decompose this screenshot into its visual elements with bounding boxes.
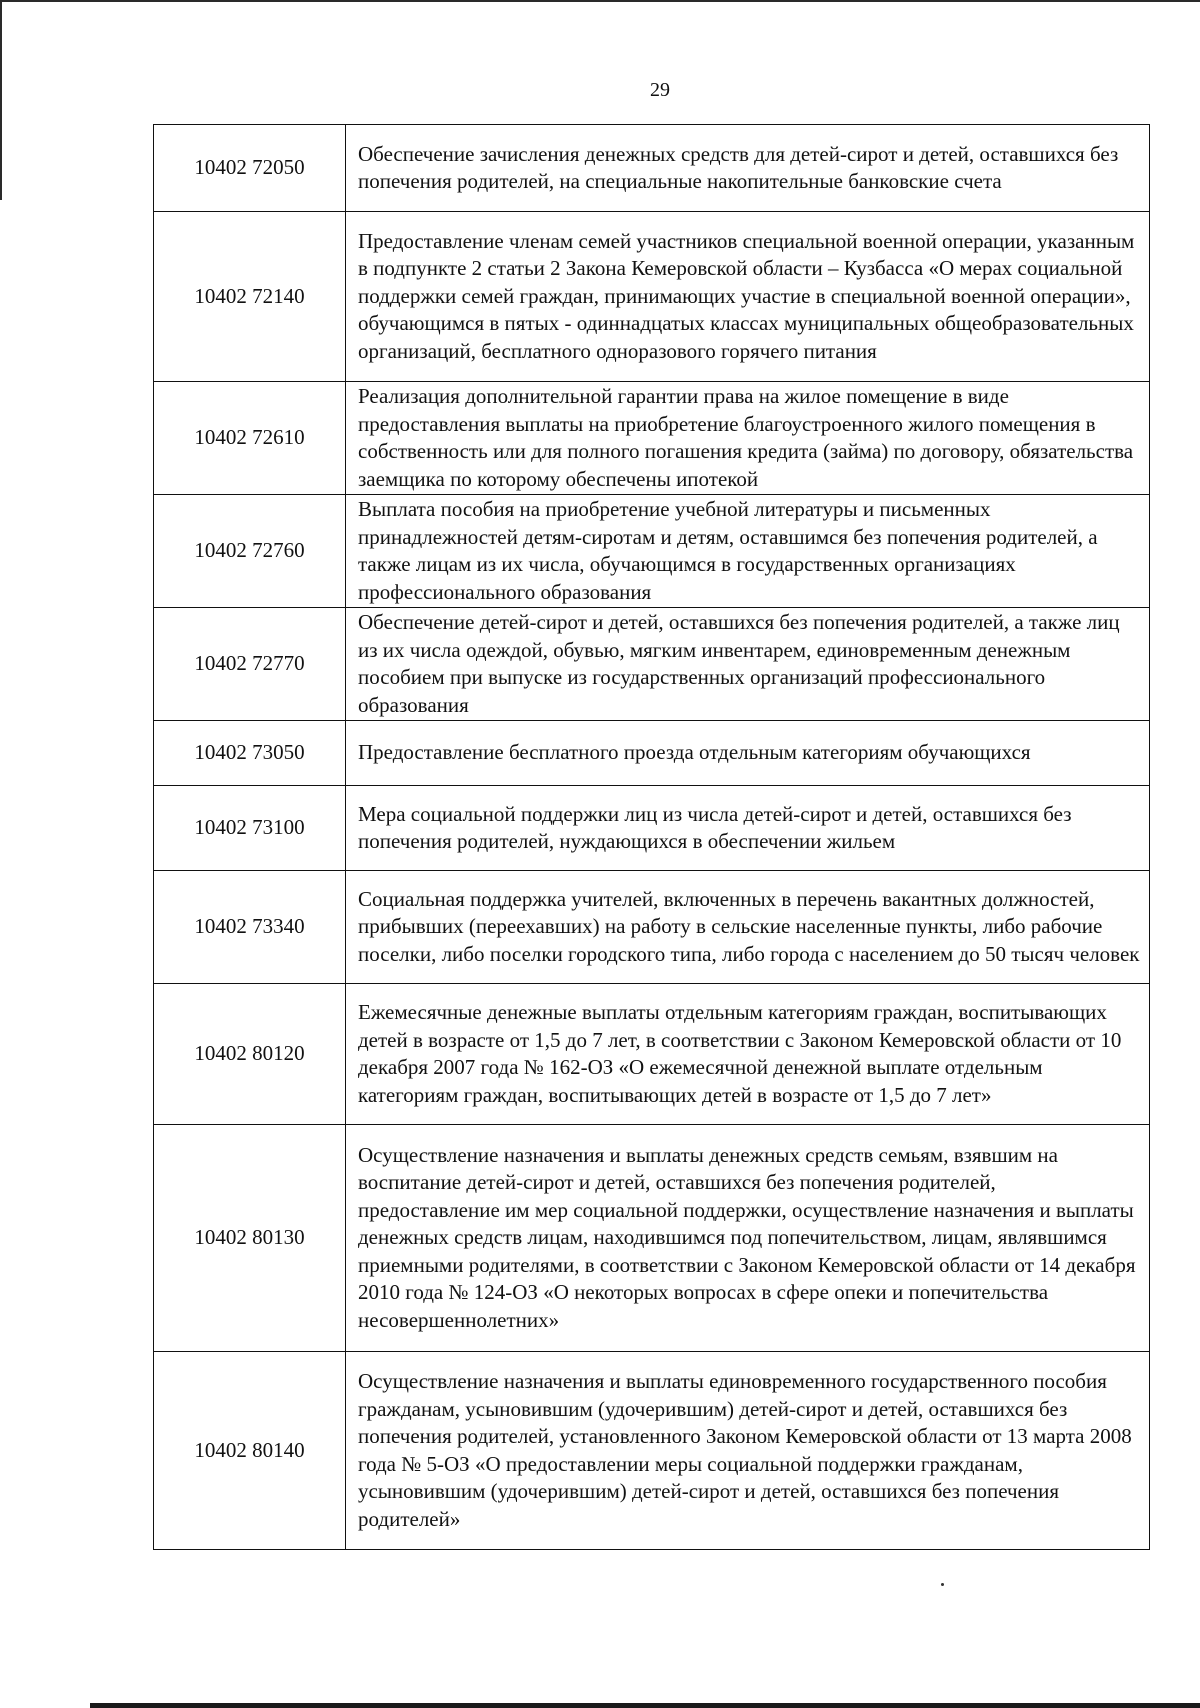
row-description: Обеспечение детей-сирот и детей, оставшихся без попечения родителей, а также лиц из их числа одеждой, обувью, мягким инвентарем, единовременным денежным пособием при выпуске из государственных организаций профессионального образования	[346, 608, 1150, 721]
table-row	[154, 125, 1150, 212]
row-code: 10402 80120	[154, 984, 346, 1125]
scan-edge-bottom	[90, 1703, 1200, 1708]
row-code: 10402 72610	[154, 382, 346, 495]
scan-speck	[941, 1583, 944, 1586]
row-code: 10402 80140	[154, 1352, 346, 1550]
row-code: 10402 72760	[154, 495, 346, 608]
table-row	[154, 786, 1150, 871]
row-description: Ежемесячные денежные выплаты отдельным категориям граждан, воспитывающих детей в возрасте от 1,5 до 7 лет, в соответствии с Законом Кемеровской области от 10 декабря 2007 года № 162-ОЗ «О ежемесячной денежной выплате отдельным категориям граждан, воспитывающих детей в возрасте от 1,5 до 7 лет»	[346, 984, 1150, 1125]
scan-edge-top	[0, 0, 1200, 2]
row-description: Выплата пособия на приобретение учебной литературы и письменных принадлежностей детям-сиротам и детям, оставшимся без попечения родителей, а также лицам из их числа, обучающимся в государственных организациях профессионального образования	[346, 495, 1150, 608]
table-row	[154, 984, 1150, 1125]
row-description: Социальная поддержка учителей, включенных в перечень вакантных должностей, прибывших (переехавших) на работу в сельские населенные пункты, либо рабочие поселки, либо поселки городского типа, либо города с населением до 50 тысяч человек	[346, 871, 1150, 984]
row-code: 10402 73050	[154, 721, 346, 786]
row-description: Мера социальной поддержки лиц из числа детей-сирот и детей, оставшихся без попечения родителей, нуждающихся в обеспечении жильем	[346, 786, 1150, 871]
row-description: Осуществление назначения и выплаты денежных средств семьям, взявшим на воспитание детей-сирот и детей, оставшихся без попечения родителей, предоставление им мер социальной поддержки, осуществление назначения и выплаты денежных средств лицам, находившимся под попечительством, лицам, являвшимся приемными родителями, в соответствии с Законом Кемеровской области от 14 декабря 2010 года № 124-ОЗ «О некоторых вопросах в сфере опеки и попечительства несовершеннолетних»	[346, 1125, 1150, 1352]
page-number: 29	[650, 79, 670, 101]
row-code: 10402 72050	[154, 125, 346, 212]
row-code: 10402 72140	[154, 212, 346, 382]
table-row	[154, 382, 1150, 495]
row-description: Предоставление бесплатного проезда отдельным категориям обучающихся	[346, 721, 1150, 786]
row-description: Предоставление членам семей участников специальной военной операции, указанным в подпункте 2 статьи 2 Закона Кемеровской области – Кузбасса «О мерах социальной поддержки семей граждан, принимающих участие в специальной военной операции», обучающимся в пятых - одиннадцатых классах муниципальных общеобразовательных организаций, бесплатного одноразового горячего питания	[346, 212, 1150, 382]
row-description: Реализация дополнительной гарантии права на жилое помещение в виде предоставления выплаты на приобретение благоустроенного жилого помещения в собственность или для полного погашения кредита (займа) по договору, обязательства заемщика по которому обеспечены ипотекой	[346, 382, 1150, 495]
row-code: 10402 73340	[154, 871, 346, 984]
row-code: 10402 80130	[154, 1125, 346, 1352]
table-row	[154, 495, 1150, 608]
row-code: 10402 72770	[154, 608, 346, 721]
table-row	[154, 721, 1150, 786]
table-row	[154, 1352, 1150, 1550]
table-row	[154, 871, 1150, 984]
row-code: 10402 73100	[154, 786, 346, 871]
row-description: Осуществление назначения и выплаты единовременного государственного пособия гражданам, усыновившим (удочерившим) детей-сирот и детей, оставшихся без попечения родителей, установленного Законом Кемеровской области от 13 марта 2008 года № 5-ОЗ «О предоставлении меры социальной поддержки гражданам, усыновившим (удочерившим) детей-сирот и детей, оставшихся без попечения родителей»	[346, 1352, 1150, 1550]
row-description: Обеспечение зачисления денежных средств для детей-сирот и детей, оставшихся без попечения родителей, на специальные накопительные банковские счета	[346, 125, 1150, 212]
table-row	[154, 608, 1150, 721]
budget-code-table	[153, 124, 1150, 1550]
table-row	[154, 1125, 1150, 1352]
table-row	[154, 212, 1150, 382]
